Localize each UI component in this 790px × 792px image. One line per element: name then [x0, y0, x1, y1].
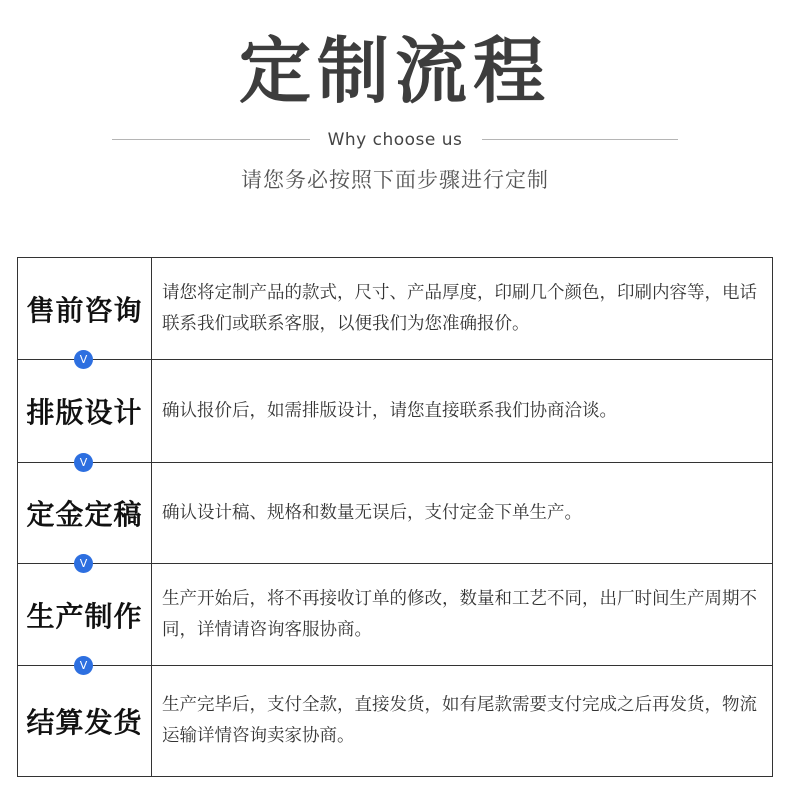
step-arrow-icon: V	[74, 453, 93, 472]
step-arrow-icon: V	[74, 554, 93, 573]
process-row-production	[18, 564, 772, 666]
instruction-text: 请您务必按照下面步骤进行定制	[241, 168, 549, 192]
process-row-shipping	[18, 666, 772, 776]
subtitle: Why choose us	[327, 130, 463, 150]
step-description: 确认设计稿、规格和数量无误后，支付定金下单生产。	[162, 502, 582, 523]
step-arrow-icon: V	[74, 656, 93, 675]
process-row-design	[18, 360, 772, 463]
step-label: 排版设计	[18, 360, 152, 462]
step-label: 售前咨询	[18, 258, 152, 359]
step-description: 生产开始后，将不再接收订单的修改，数量和工艺不同，出厂时间生产周期不同，详情请咨询客服协商。	[162, 588, 757, 640]
step-description: 请您将定制产品的款式，尺寸、产品厚度，印刷几个颜色，印刷内容等，电话联系我们或联系客服，以便我们为您准确报价。	[162, 282, 757, 334]
step-label: 生产制作	[18, 564, 152, 665]
subtitle-divider-right	[482, 139, 678, 140]
page-title: 定制流程	[238, 29, 551, 113]
process-row-consult	[18, 258, 772, 360]
step-arrow-icon: V	[74, 350, 93, 369]
step-description: 生产完毕后，支付全款，直接发货，如有尾款需要支付完成之后再发货，物流运输详情咨询卖家协商。	[162, 695, 757, 746]
subtitle-row	[0, 128, 790, 152]
process-table	[17, 257, 773, 777]
step-label: 定金定稿	[18, 463, 152, 563]
step-label: 结算发货	[18, 666, 152, 776]
process-row-deposit	[18, 463, 772, 564]
step-description: 确认报价后，如需排版设计，请您直接联系我们协商洽谈。	[162, 400, 617, 421]
